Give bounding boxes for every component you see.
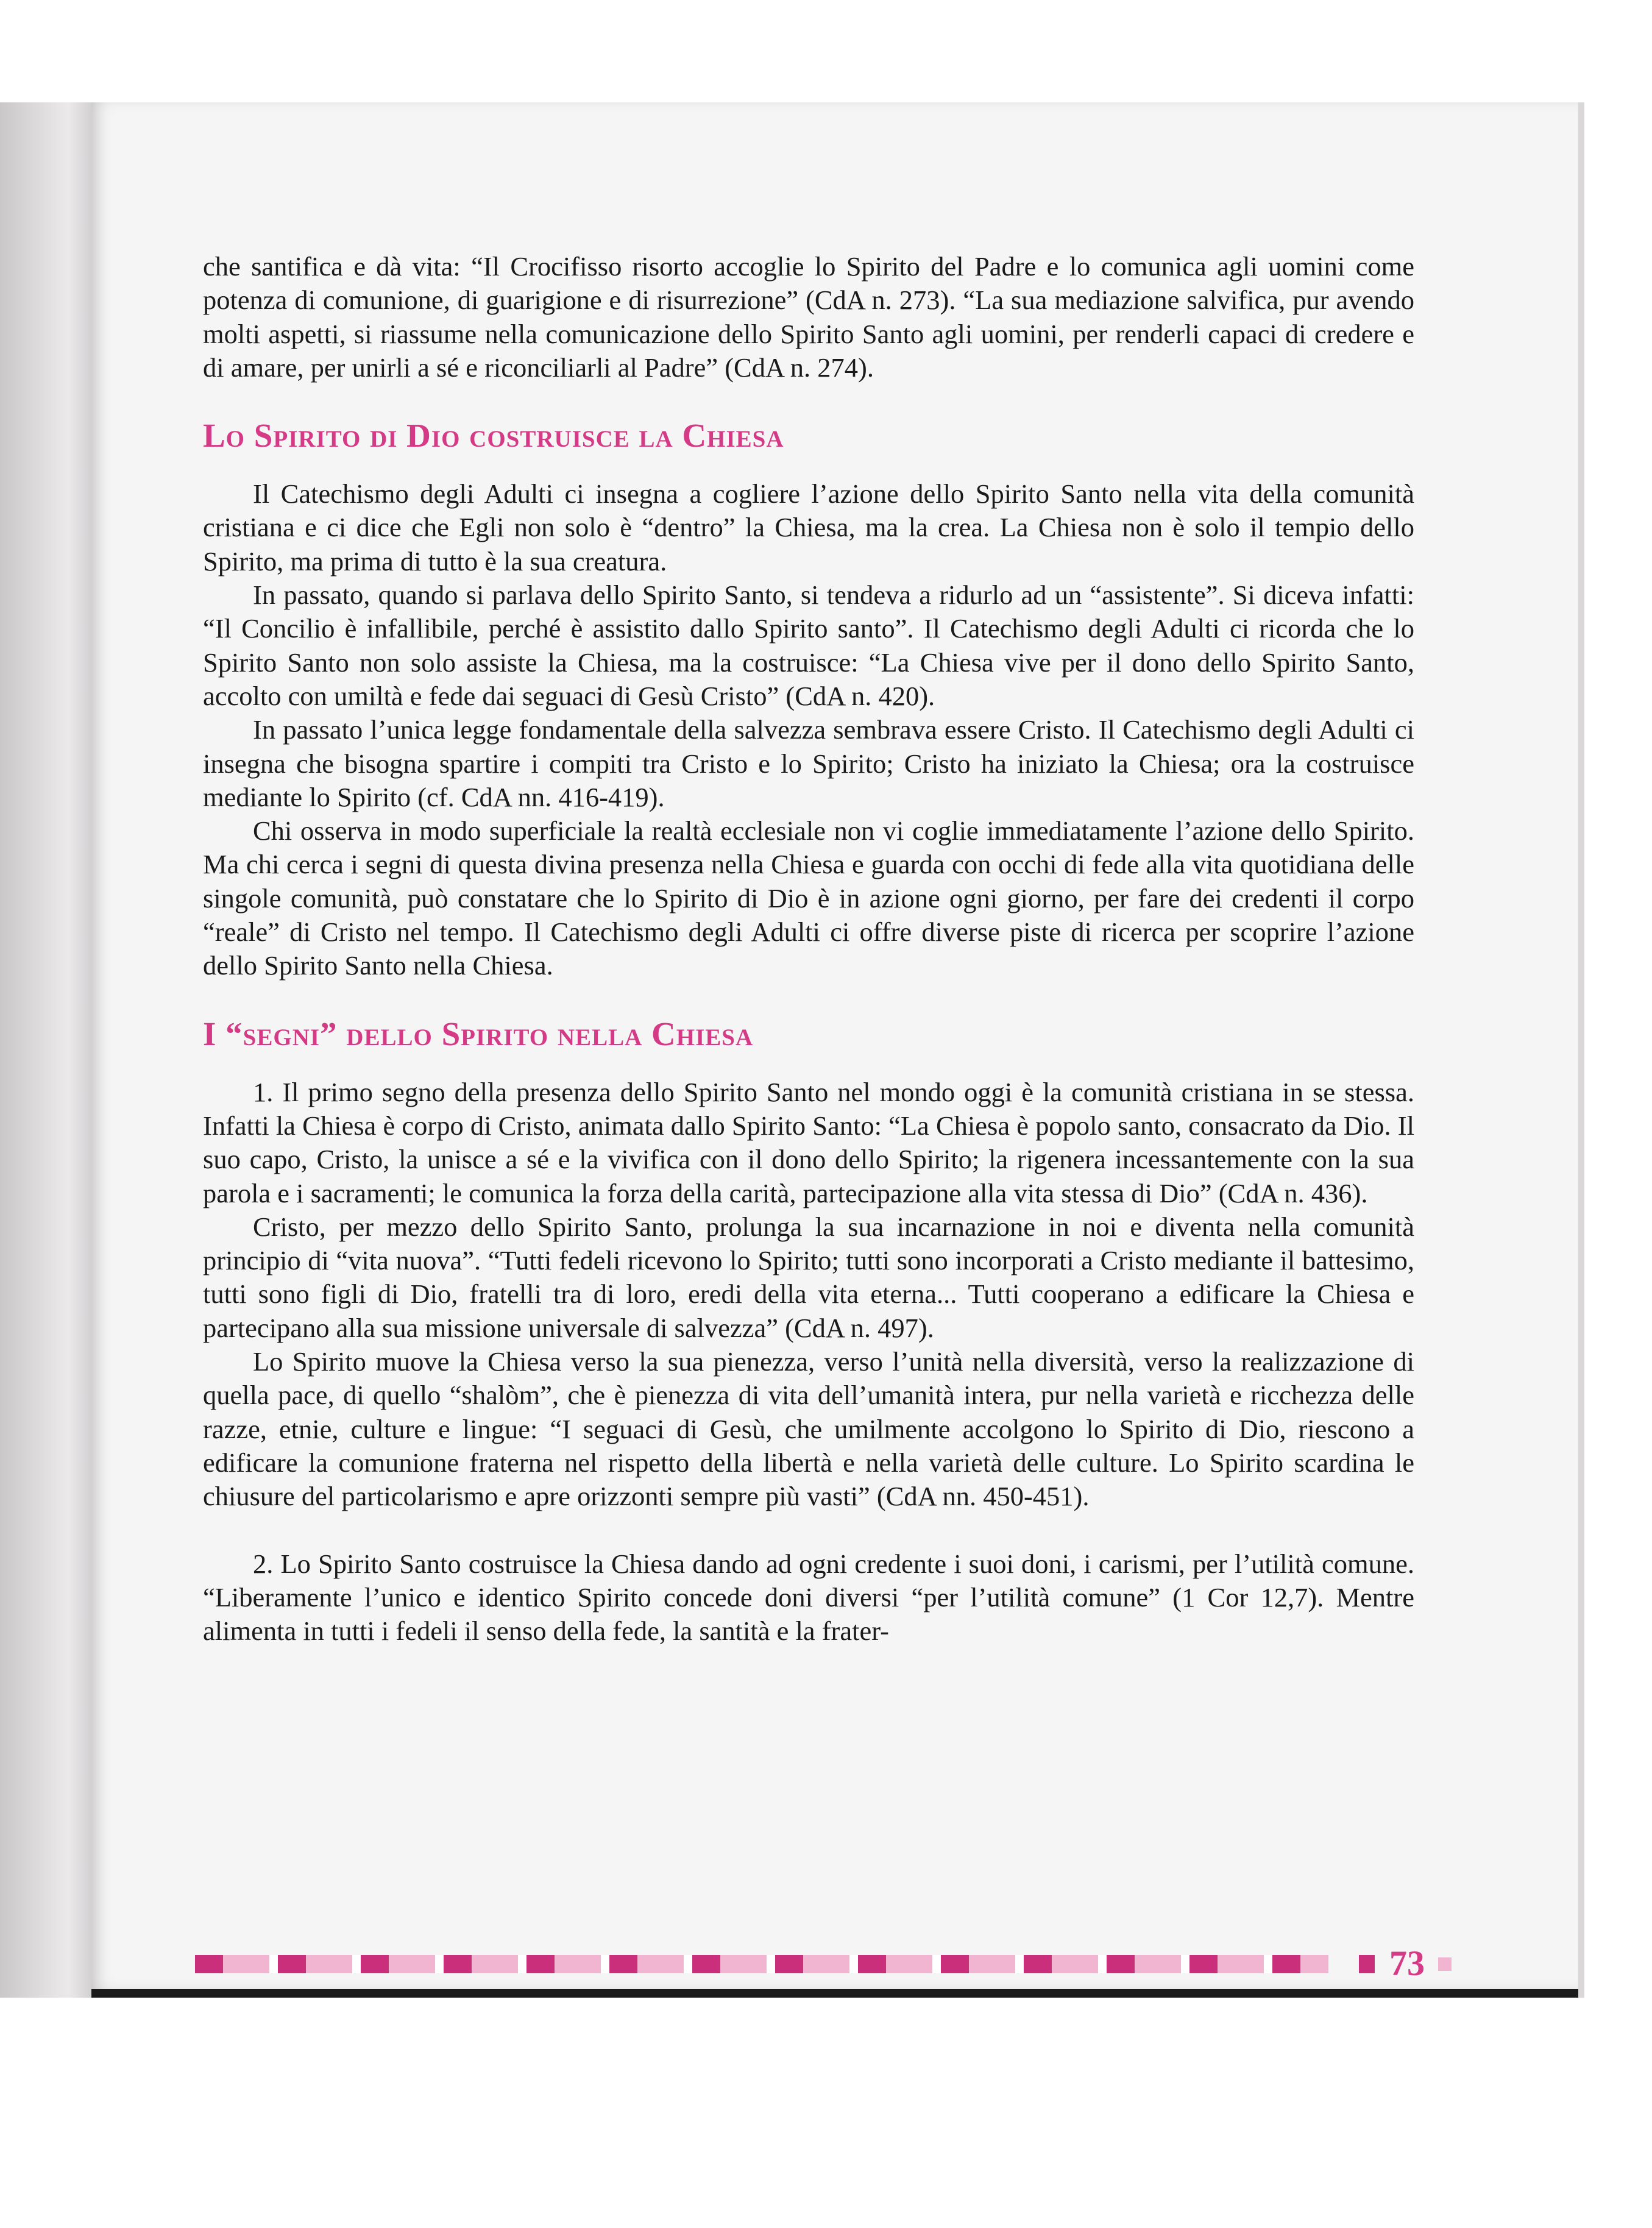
page-right-edge (1578, 102, 1584, 1998)
body-paragraph: 1. Il primo segno della presenza dello Spirito Santo nel mondo oggi è la comunità cristiana in se stessa. Infatti la Chiesa è corpo di Cristo, animata dallo Spirito Santo: “La Chiesa è popolo santo, consacrato da Dio. Il suo capo, Cristo, la unisce a sé e la vivifica con il dono dello Spirito; la rigenera incessantemente con la sua parola e i sacramenti; le comunica la forza della carità, partecipazione alla vita stessa di Dio” (CdA n. 436). (203, 1076, 1414, 1208)
page-number: 73 (1389, 1943, 1425, 1983)
page-content (203, 250, 1414, 1648)
body-paragraph: In passato l’unica legge fondamentale della salvezza sembrava essere Cristo. Il Catechismo degli Adulti ci insegna che bisogna spartire i compiti tra Cristo e lo Spirito; Cristo ha iniziato la Chiesa; ora la costruisce mediante lo Spirito (cf. CdA nn. 416-419). (203, 714, 1414, 812)
section-title-spirito-costruisce: Lo Spirito di Dio costruisce la Chiesa (203, 417, 784, 455)
footer-decorative-bar (195, 1955, 1328, 1973)
body-paragraph: Il Catechismo degli Adulti ci insegna a cogliere l’azione dello Spirito Santo nella vita della comunità cristiana e ci dice che Egli non solo è “dentro” la Chiesa, ma la crea. La Chiesa non è solo il tempio dello Spirito, ma prima di tutto è la sua creatura. (203, 478, 1414, 577)
footer-decorative-square (1359, 1955, 1375, 1973)
body-paragraph: Lo Spirito muove la Chiesa verso la sua pienezza, verso l’unità nella diversità, verso la realizzazione di quella pace, di quello “shalòm”, che è pienezza di vita dell’umanità intera, pur nella varietà e ricchezza delle razze, etnie, culture e lingue: “I seguaci di Gesù, che umilmente accolgono lo Spirito di Dio, riescono a edificare la comunione fraterna nel rispetto della libertà e nella varietà delle culture. Lo Spirito scardina le chiusure del particolarismo e apre orizzonti sempre più vasti” (CdA nn. 450-451). (203, 1346, 1414, 1512)
body-paragraph: Cristo, per mezzo dello Spirito Santo, prolunga la sua incarnazione in noi e diventa nella comunità principio di “vita nuova”. “Tutti fedeli ricevono lo Spirito; tutti sono incorporati a Cristo mediante il battesimo, tutti sono figli di Dio, fratelli tra di loro, eredi della vita eterna... Tutti cooperano a edificare la Chiesa e partecipano alla sua missione universale di salvezza” (CdA n. 497). (203, 1211, 1414, 1343)
body-paragraph: 2. Lo Spirito Santo costruisce la Chiesa dando ad ogni credente i suoi doni, i carismi, per l’utilità comune. “Liberamente l’unico e identico Spirito concede doni diversi “per l’utilità comune” (1 Cor 12,7). Mentre alimenta in tutti i fedeli il senso della fede, la santità e la frater- (203, 1548, 1414, 1647)
body-paragraph: Chi osserva in modo superficiale la realtà ecclesiale non vi coglie immediatamente l’azione dello Spirito. Ma chi cerca i segni di questa divina presenza nella Chiesa e guarda con occhi di fede alla vita quotidiana delle singole comunità, può constatare che lo Spirito di Dio è in azione ogni giorno, per fare dei credenti il corpo “reale” di Cristo nel tempo. Il Catechismo degli Adulti ci offre diverse piste di ricerca per scoprire l’azione dello Spirito Santo nella Chiesa. (203, 815, 1414, 981)
section-title-segni-spirito: I “segni” dello Spirito nella Chiesa (203, 1015, 754, 1052)
footer-decorative-tail (1438, 1957, 1452, 1971)
paragraph-spacer (203, 1514, 1414, 1547)
intro-paragraph: che santifica e dà vita: “Il Crocifisso risorto accoglie lo Spirito del Padre e lo comunica agli uomini come potenza di comunione, di guarigione e di risurrezione” (CdA n. 273). “La sua mediazione salvifica, pur avendo molti aspetti, si riassume nella comunicazione dello Spirito Santo agli uomini, per renderli capaci di credere e di amare, per unirli a sé e riconciliarli al Padre” (CdA n. 274). (203, 251, 1414, 383)
left-page-edge (0, 102, 91, 1998)
page-footer (195, 1943, 1425, 1983)
body-paragraph: In passato, quando si parlava dello Spirito Santo, si tendeva a ridurlo ad un “assistente”. Si diceva infatti: “Il Concilio è infallibile, perché è assistito dallo Spirito santo”. Il Catechismo degli Adulti ci ricorda che lo Spirito Santo non solo assiste la Chiesa, ma la costruisce: “La Chiesa vive per il dono dello Spirito Santo, accolto con umiltà e fede dai seguaci di Gesù Cristo” (CdA n. 420). (203, 580, 1414, 711)
